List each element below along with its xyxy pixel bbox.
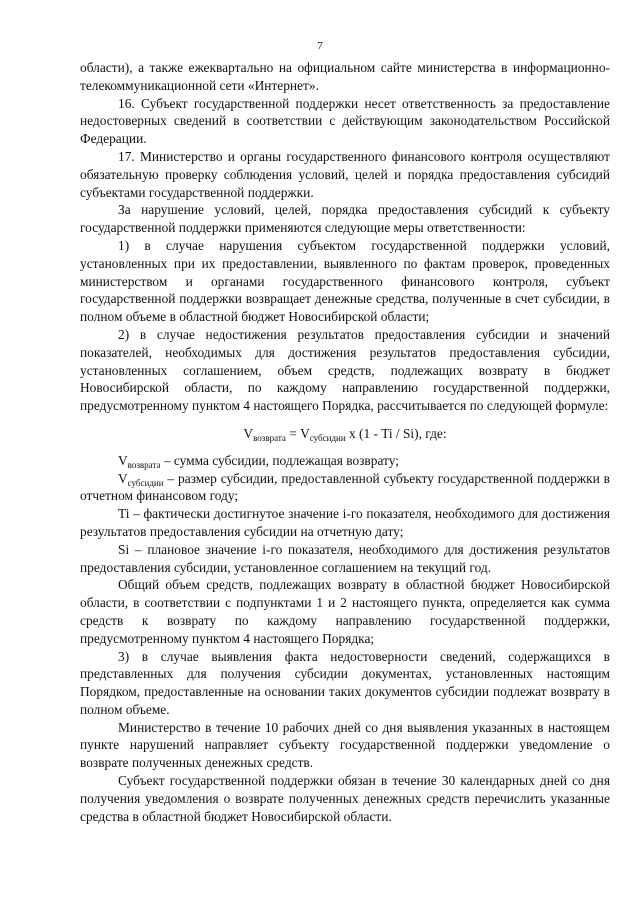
paragraph-refund-obligation: Субъект государственной поддержки обязан в течение 30 календарных дней со дня получения уведомления о возврате полученных денежных средств перечислить указанные средства в областной бюджет Новосибирской области.	[80, 773, 610, 824]
paragraph-liability-intro: За нарушение условий, целей, порядка предоставления субсидий к субъекту государственной поддержки применяются следующие меры ответственности:	[80, 202, 610, 236]
paragraph-subitem-1: 1) в случае нарушения субъектом государственной поддержки условий, установленных при их предоставлении, выявленного по фактам проверок, проведенных министерством и органами государственного финансового контроля, субъект государственной поддержки возвращает денежные средства, полученные в счет субсидии, в полном объеме в областной бюджет Новосибирской области;	[80, 237, 610, 325]
paragraph-ministry-notice: Министерство в течение 10 рабочих дней со дня выявления указанных в настоящем пункте нарушений направляет субъекту государственной поддержки уведомление о возврате полученных денежных средств.	[80, 719, 610, 771]
definition-ti: Ti – фактически достигнутое значение i-го показателя, необходимого для достижения результатов предоставления субсидии на отчетную дату;	[80, 506, 610, 539]
formula-sub-subsidy: субсидии	[309, 432, 346, 443]
definition-si: Si – плановое значение i-го показателя, необходимого для достижения результатов предоставления субсидии, установленное соглашением на текущий год.	[80, 541, 610, 575]
formula-equals: =	[285, 425, 301, 441]
definition-v-return-sub: возврата	[127, 459, 161, 470]
definition-v-return	[80, 452, 610, 470]
formula-sub-return: возврата	[253, 432, 286, 443]
return-formula	[80, 425, 610, 443]
paragraph-item-17: 17. Министерство и органы государственного финансового контроля осуществляют обязательную проверку соблюдения условий, целей и порядка предоставления субсидий субъектами государственной поддержки.	[80, 148, 610, 200]
definition-v-subsidy	[80, 470, 610, 506]
definition-v-return-symbol: V	[118, 452, 128, 468]
formula-rest: x (1 - Ti / Si), где:	[345, 425, 447, 441]
paragraph-continuation: области), а также ежеквартально на официальном сайте министерства в информационно-телекоммуникационной сети «Интернет».	[80, 60, 610, 93]
paragraph-subitem-2: 2) в случае недостижения результатов предоставления субсидии и значений показателей, необходимых для достижения результатов предоставления субсидии, установленных соглашением, объем средств, подлежащих возврату в бюджет Новосибирской области, по каждому направлению государственной поддержки, предусмотренному пунктом 4 настоящего Порядка, рассчитывается по следующей формуле:	[80, 326, 610, 414]
page-number: 7	[317, 40, 323, 52]
paragraph-total-return: Общий объем средств, подлежащих возврату в областной бюджет Новосибирской области, в соответствии с подпунктами 1 и 2 настоящего пункта, определяется как сумма средств к возврату по каждому направлению государственной поддержки, предусмотренному пунктом 4 настоящего Порядка;	[80, 577, 610, 646]
definition-v-subsidy-text: – размер субсидии, предоставленной субъекту государственной поддержки в отчетном финансовом году;	[80, 470, 610, 504]
formula-v-subsidy: V	[300, 425, 310, 441]
definition-v-return-text: – сумма субсидии, подлежащая возврату;	[160, 452, 399, 468]
definition-v-subsidy-symbol: V	[118, 470, 128, 486]
paragraph-item-16: 16. Субъект государственной поддержки несет ответственность за предоставление недостоверных сведений в соответствии с действующим законодательством Российской Федерации.	[80, 95, 610, 147]
formula-v-return: V	[243, 425, 254, 441]
paragraph-subitem-3: 3) в случае выявления факта недостоверности сведений, содержащихся в представленных для получения субсидии документах, установленных настоящим Порядком, предоставленные на основании таких документов субсидии подлежат возврату в полном объеме.	[80, 648, 610, 717]
definition-v-subsidy-sub: субсидии	[127, 477, 164, 488]
document-body	[80, 59, 610, 825]
